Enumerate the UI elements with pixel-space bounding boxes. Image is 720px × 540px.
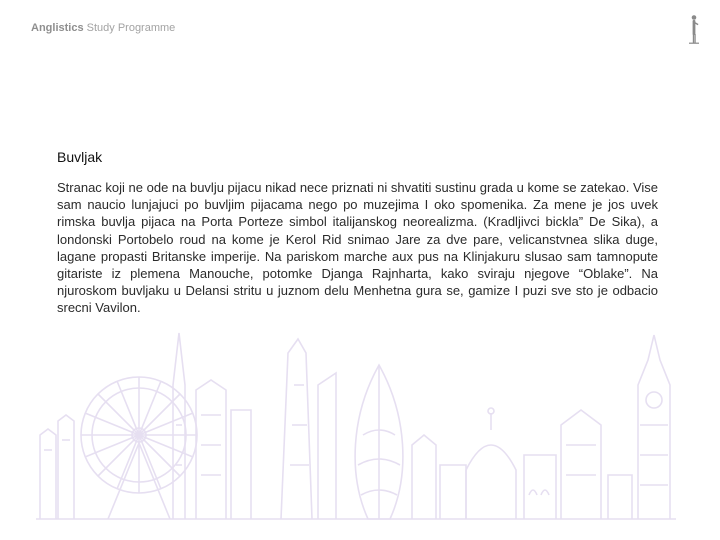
slide-content	[57, 148, 658, 317]
header-subtitle: Study Programme	[86, 22, 176, 34]
slide-title: Buvljak	[57, 149, 103, 165]
figure-icon	[686, 14, 702, 44]
slide-body-text: Stranac koji ne ode na buvlju pijacu nikad nece priznati ni shvatiti sustinu grada u kome se zatekao. Vise sam naucio lunjajuci po buvljim pijacama nego po muzejima I oko spomenika. Za mene je jos uvek rimska buvlja pijaca na Porta Porteze simbol italijanskog neorealizma. (Kradljivci bickla” De Sika), a londonski Portobelo roud na kome je Kerol Rid snimao Jare za dve pare, velicanstvnea slika duge, lagane propasti Britanske imperije. Na pariskom marche aux pus na Klinjakuru slusao sam tamnopute gitariste iz plemena Manouche, potomke Djanga Rajnharta, kako sviraju njegove “Oblake”. Na njuroskom buvljaku u Delansi stritu u juznom delu Menhetna gura se, gamize I puzi sve sto je odbacio srecni Vavilon.	[57, 180, 659, 316]
header-brand: Anglistics	[31, 22, 84, 34]
london-skyline-illustration	[36, 325, 676, 530]
header	[31, 22, 175, 34]
